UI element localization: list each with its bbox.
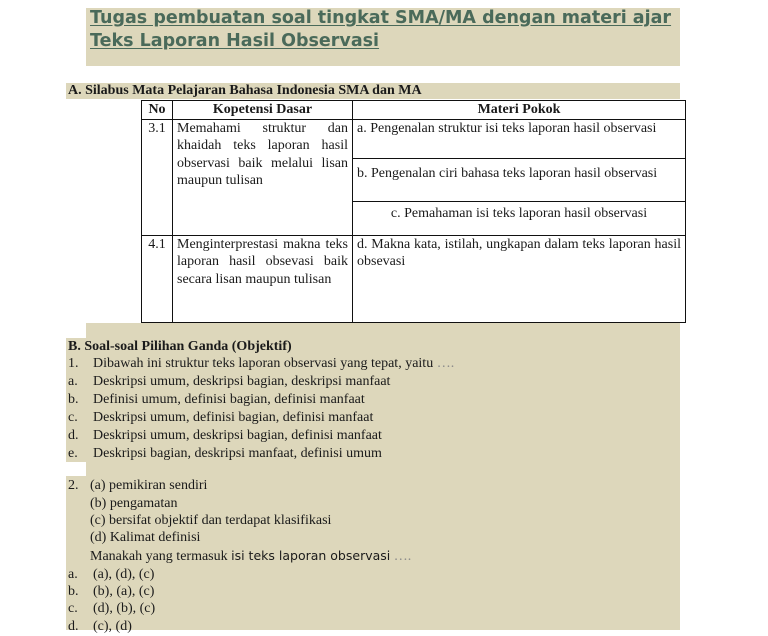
header-kompetensi: Kopetensi Dasar (173, 101, 353, 120)
option-text: Deskripsi umum, definisi bagian, definisi manfaat (93, 410, 374, 425)
question-2-item: (b) pengamatan (90, 496, 178, 511)
question-2-stem-b: isi teks laporan observasi (231, 548, 391, 563)
row-kompetensi: Memahami struktur dan khaidah teks laporan hasil observasi baik melalui lisan maupun tulisan (173, 119, 353, 235)
document-title: Tugas pembuatan soal tingkat SMA/MA dengan materi ajar Teks Laporan Hasil Observasi (90, 8, 672, 51)
section-b-heading: B. Soal-soal Pilihan Ganda (Objektif) (68, 339, 292, 354)
question-1-number: 1. (68, 356, 79, 371)
question-2-dots: …. (393, 549, 412, 564)
question-2-stem-a: Manakah yang termasuk (90, 549, 228, 564)
row-materi: d. Makna kata, istilah, ungkapan dalam teks laporan hasil obsevasi (353, 235, 686, 323)
row-materi: c. Pemahaman isi teks laporan hasil observasi (353, 201, 686, 235)
question-2-text (90, 547, 411, 566)
table-header-row (142, 101, 686, 120)
table-row (142, 235, 686, 323)
option-text: (c), (d) (93, 619, 132, 634)
row-kompetensi: Menginterprestasi makna teks laporan hasil obsevasi baik secara lisan maupun tulisan (173, 235, 353, 323)
option-label: b. (68, 584, 79, 599)
option-label: c. (68, 410, 78, 425)
option-label: b. (68, 392, 79, 407)
option-label: d. (68, 428, 79, 443)
option-label: a. (68, 374, 78, 389)
option-label: d. (68, 619, 79, 634)
question-1-text (93, 355, 454, 373)
option-text: Deskripsi bagian, deskripsi manfaat, definisi umum (93, 446, 382, 461)
row-number: 3.1 (142, 119, 173, 235)
option-text: Definisi umum, definisi bagian, definisi manfaat (93, 392, 365, 407)
question-2-item: (c) bersifat objektif dan terdapat klasifikasi (90, 513, 332, 528)
option-text: Deskripsi umum, deskripsi bagian, deskripsi manfaat (93, 374, 391, 389)
option-text: Deskripsi umum, deskripsi bagian, definisi manfaat (93, 428, 382, 443)
syllabus-table (141, 100, 686, 323)
question-2-item: (a) pemikiran sendiri (90, 478, 208, 493)
question-1-dots: …. (436, 356, 455, 371)
option-text: (d), (b), (c) (93, 601, 156, 616)
row-materi: b. Pengenalan ciri bahasa teks laporan hasil observasi (353, 158, 686, 201)
header-materi: Materi Pokok (353, 101, 686, 120)
option-text: (a), (d), (c) (93, 567, 155, 582)
row-number: 4.1 (142, 235, 173, 323)
option-label: a. (68, 567, 78, 582)
question-2-number: 2. (68, 478, 79, 493)
option-text: (b), (a), (c) (93, 584, 155, 599)
option-label: c. (68, 601, 78, 616)
row-materi: a. Pengenalan struktur isi teks laporan hasil observasi (353, 119, 686, 158)
table-row (142, 119, 686, 158)
section-a-heading: A. Silabus Mata Pelajaran Bahasa Indonesia SMA dan MA (68, 83, 422, 98)
header-no: No (142, 101, 173, 120)
option-label: e. (68, 446, 78, 461)
question-1-stem: Dibawah ini struktur teks laporan observasi yang tepat, yaitu (93, 356, 434, 371)
question-2-item: (d) Kalimat definisi (90, 530, 201, 545)
